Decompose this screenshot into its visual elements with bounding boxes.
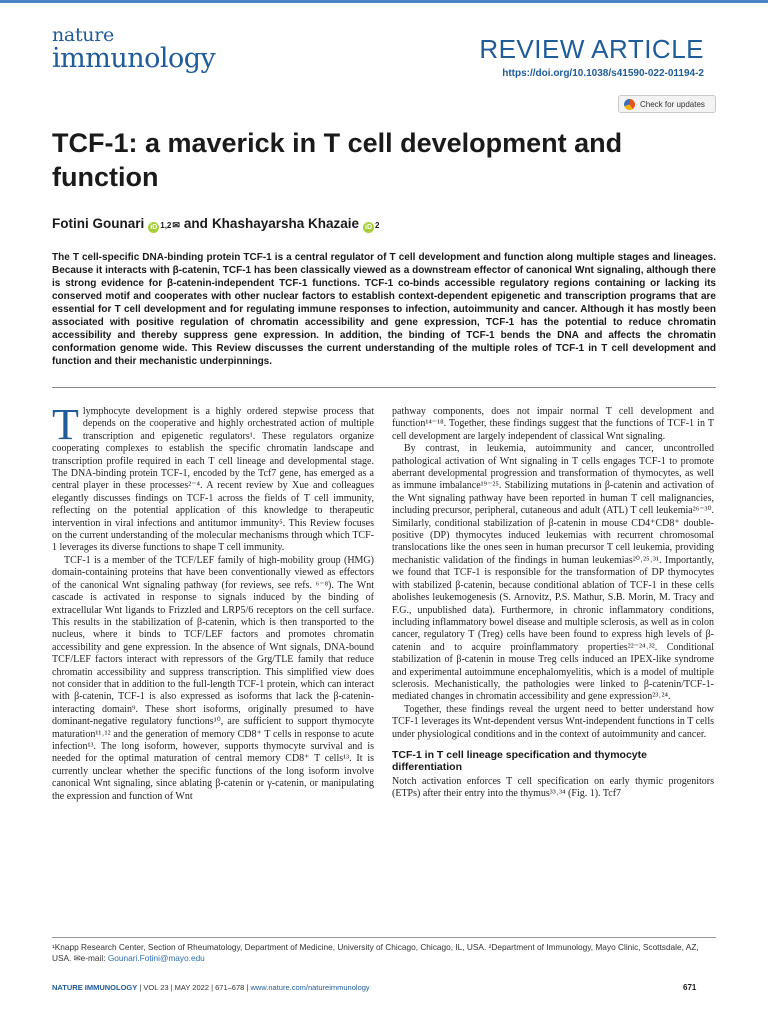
doi-link[interactable]: https://doi.org/10.1038/s41590-022-01194-2 xyxy=(502,68,704,79)
body-paragraph-text: lymphocyte development is a highly ordered stepwise process that depends on the cooperative and highly orchestrated action of multiple transcription and epigenetic regulators¹. These regulators organize cooperating complexes to establish the specific chromatin landscape and transcription profile required in each T cell lineage and developmental stage. The DNA-binding protein TCF-1, encoded by the Tcf7 gene, has emerged as a central player in these processes²⁻⁴. A recent review by Xue and colleagues elegantly discusses findings on TCF-1 across the fields of T cell immunity, reflecting on the potential application of this knowledge to therapeutic intervention in viral infections and antitumor immunity⁵. This Review focuses on the current understanding of the molecular mechanisms through which TCF-1 leverages its diverse functions to shape T cell immunity. xyxy=(52,406,374,554)
page-footer xyxy=(52,983,716,992)
section-heading: TCF-1 in T cell lineage specification and thymocyte differentiation xyxy=(392,748,647,774)
journal-logo-line1: nature xyxy=(52,24,114,46)
check-for-updates-label: Check for updates xyxy=(640,99,705,109)
journal-logo[interactable] xyxy=(52,26,215,72)
abstract: The T cell-specific DNA-binding protein TCF-1 is a central regulator of T cell development and function along multiple stages and lineages. Because it interacts with β-catenin, TCF-1 has been classically viewed as a downstream effector of canonical Wnt signaling, although there is strong evidence for β-catenin-independent TCF-1 functions. TCF-1 co-binds accessible regulatory regions containing or lacking its conserved motif and cooperates with other nuclear factors to establish context-dependent epigenetic and transcription programs that are essential for T cell development and for regulating immune responses to infection, autoimmunity and cancer. Although it has mostly been associated with positive regulation of chromatin accessibility and gene expression, TCF-1 has the potential to reduce chromatin accessibility and thereby suppress gene expression. In addition, the binding of TCF-1 bends the DNA and affects the chromatin conformation genome wide. This Review discusses the current understanding of the multiple roles of TCF-1 in T cell development and function and their mechanistic underpinnings. xyxy=(52,252,716,367)
divider xyxy=(52,387,716,388)
author-list xyxy=(52,216,379,232)
email-label: ✉e-mail: xyxy=(73,953,108,963)
orcid-icon[interactable]: iD xyxy=(365,224,373,231)
author-name[interactable]: Khashayarsha Khazaie xyxy=(211,216,360,231)
email-link[interactable]: Gounari.Fotini@mayo.edu xyxy=(107,953,205,963)
page-number: 671 xyxy=(683,983,697,992)
footer-journal: NATURE IMMUNOLOGY xyxy=(52,983,138,992)
footer-url[interactable]: www.nature.com/natureimmunology xyxy=(250,983,370,992)
author-connector: and xyxy=(183,216,208,231)
check-for-updates-button[interactable] xyxy=(618,95,716,113)
affiliations-footnote xyxy=(52,942,716,964)
author-affiliation: 1,2 xyxy=(160,221,172,230)
author-affiliation: 2 xyxy=(375,221,380,230)
body-paragraph: pathway components, does not impair normal T cell development and function¹⁴⁻¹⁸. Together, these findings suggest that the functions of TCF-1 in T cell development are largely independent of classical Wnt signaling. xyxy=(392,406,714,442)
body-paragraph: Notch activation enforces T cell specification on early thymic progenitors (ETPs) after their entry into the thymus³³˒³⁴ (Fig. 1). Tcf7 xyxy=(392,775,714,800)
body-paragraph: By contrast, in leukemia, autoimmunity and cancer, uncontrolled pathological activation of Wnt signaling in T cells engages TCF-1 to promote aberrant developmental progression and transformation of thymocytes, as well as immune imbalance¹⁹⁻²⁵. Stabilizing mutations in β-catenin and activation of the Wnt signaling pathway have been reported in human T cell malignancies, including precursor, peripheral, cutaneous and adult (ATL) T cell leukemia²⁶⁻³⁰. Similarly, conditional stabilization of β-catenin in mouse CD4⁺CD8⁺ double-positive (DP) thymocytes induced leukemias with recurrent chromosomal translocations like the ones seen in human precursor T cell leukemia, providing mechanistic validation of the findings in human leukemias²⁰˒²⁵˒³¹. Importantly, we found that TCF-1 is responsible for the transformation of DP thymocytes with stabilized β-catenin, because conditional ablation of TCF-1 in these cells abolishes leukemogenesis (S. Arnovitz, P.S. Mathur, S.B. Morin, M. Tracy and F.G., unpublished data). Furthermore, in chronic inflammatory conditions, including inflammatory bowel disease and multiple sclerosis, as well as in colon cancer, regulatory T (Treg) cells have been found to express high levels of β-catenin and to acquire proinflammatory properties²²⁻²⁴˒³². Conditional stabilization of β-catenin in mouse Treg cells induced an IPEX-like syndrome and experimental autoimmune encephalomyelitis, which is a model of multiple sclerosis. Mechanistically, the pathologies were linked to β-catenin/TCF-1-mediated changes in chromatin accessibility and gene expression²³˒²⁴. xyxy=(392,443,714,703)
crossmark-icon xyxy=(624,99,635,110)
body-column-left xyxy=(52,400,374,803)
body-paragraph: Together, these findings reveal the urgent need to better understand how TCF-1 leverages its Wnt-dependent versus Wnt-independent functions in T cells under physiological conditions and in the context of autoimmunity and cancer. xyxy=(392,703,714,740)
author-name[interactable]: Fotini Gounari xyxy=(52,216,145,231)
body-paragraph xyxy=(52,400,374,555)
footer-details: | VOL 23 | MAY 2022 | 671–678 | xyxy=(137,983,251,992)
envelope-icon[interactable]: ✉ xyxy=(172,220,180,230)
affiliations-text: ¹Knapp Research Center, Section of Rheumatology, Department of Medicine, University of Chicago, Chicago, IL, USA. ²Department of Immunology, Mayo Clinic, Scottsdale, AZ, USA. xyxy=(52,942,699,963)
divider xyxy=(52,937,716,938)
body-paragraph: TCF-1 is a member of the TCF/LEF family of high-mobility group (HMG) domain-containing proteins that have been conventionally viewed as effectors of the canonical Wnt signaling pathway (for reviews, see refs. ⁶⁻⁸). The Wnt cascade is activated in response to signals induced by the binding of extracellular Wnt ligands to Frizzled and LRP5/6 receptors on the cell surface. This results in the stabilization of β-catenin, which is then transported to the nucleus, where it binds to TCF/LEF factors and promotes chromatin accessibility and gene expression. In the absence of Wnt signals, DNA-bound TCF/LEF factors interact with repressors of the Grg/TLE family that reduce chromatin accessibility and suppress transcription. This simplified view does not consider that in addition to the full-length TCF-1 protein, which can interact with β-catenin, TCF-1 is also expressed as isoforms that lack the β-catenin-interacting domain⁹. These short isoforms, originally presumed to have dominant-negative regulatory functions¹⁰, are sufficient to support thymocyte maturation¹¹˒¹² and the generation of memory CD8⁺ T cells in response to acute infection¹³. The long isoform, however, supports thymocyte survival and is needed for the optimal maturation of central memory CD8⁺ T cells¹³. It is currently unclear whether the specific functions of the long isoform involve canonical Wnt signaling, since ablating β-catenin or γ-catenin, or manipulating the expression and function of Wnt xyxy=(52,554,374,802)
article-title: TCF-1: a maverick in T cell development and function xyxy=(52,128,623,192)
journal-logo-line2: immunology xyxy=(52,43,216,74)
drop-cap: T xyxy=(52,400,79,449)
article-type: REVIEW ARTICLE xyxy=(479,34,704,64)
header-accent-rule xyxy=(0,0,768,3)
body-column-right xyxy=(392,406,714,801)
orcid-icon[interactable]: iD xyxy=(150,224,158,231)
